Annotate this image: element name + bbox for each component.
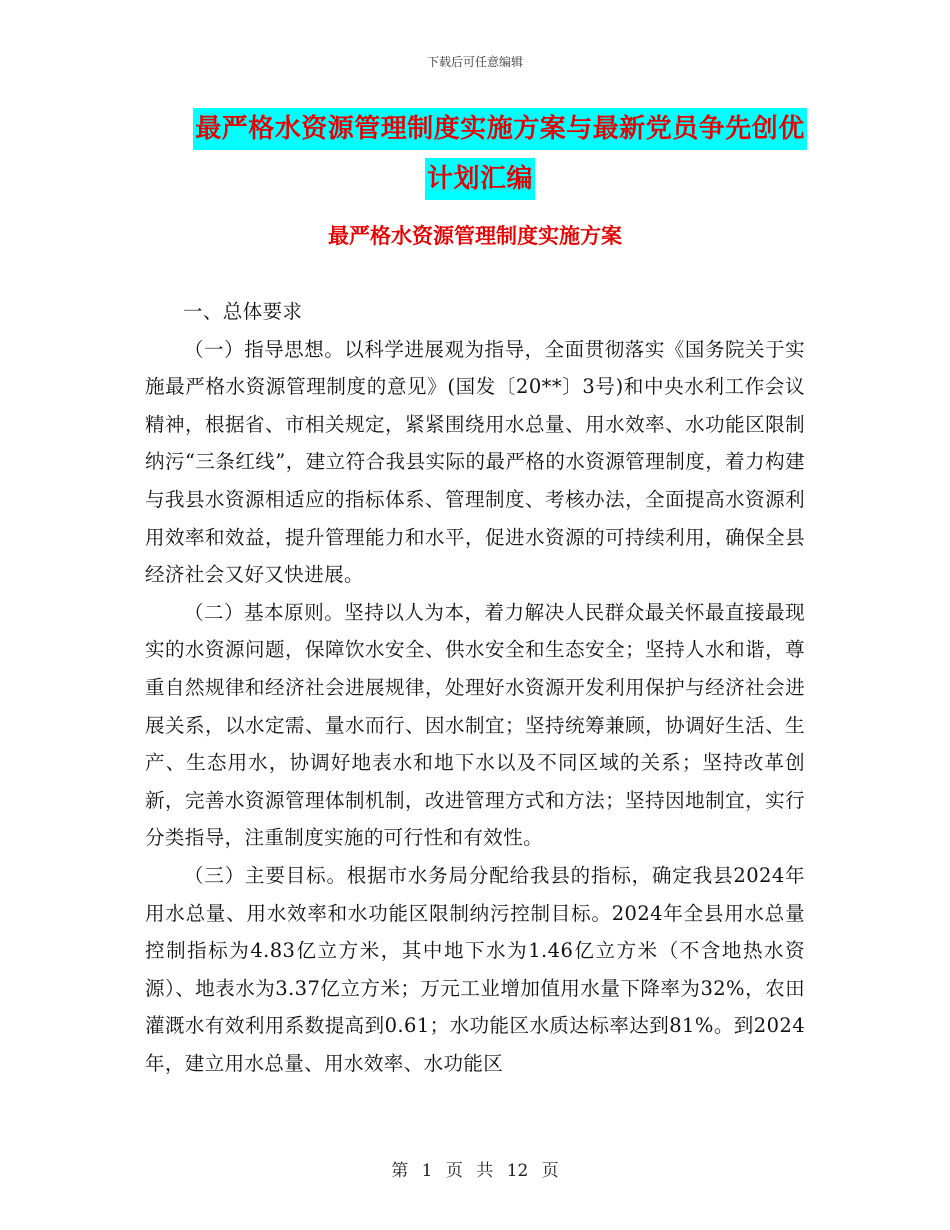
footer-page-total: 12: [506, 1161, 529, 1181]
footer-page-unit: 页: [445, 1161, 463, 1181]
paragraph-guiding-ideology: （一）指导思想。以科学进展观为指导，全面贯彻落实《国务院关于实施最严格水资源管理制度的意见》(国发〔20**〕3号)和中央水利工作会议精神，根据省、市相关规定，紧紧围绕用水总量、用水效率、水功能区限制纳污“三条红线”，建立符合我县实际的最严格的水资源管理制度，着力构建与我县水资源相适应的指标体系、管理制度、考核办法，全面提高水资源利用效率和效益，提升管理能力和水平，促进水资源的可持续利用，确保全县经济社会又好又快进展。: [145, 337, 805, 587]
page-footer: [0, 1156, 950, 1181]
footer-total-label: 共: [476, 1161, 494, 1181]
section-title: 最严格水资源管理制度实施方案: [328, 224, 622, 248]
footer-total-unit: 页: [541, 1161, 559, 1181]
document-title: [140, 108, 820, 200]
footer-page-current: 1: [421, 1161, 433, 1181]
header-note: 下载后可任意编辑: [426, 55, 523, 69]
title-line-1: 最严格水资源管理制度实施方案与最新党员争先创优: [193, 108, 807, 150]
title-line-2: 计划汇编: [425, 158, 535, 200]
footer-page-label: 第: [391, 1161, 409, 1181]
paragraph-basic-principles: （二）基本原则。坚持以人为本，着力解决人民群众最关怀最直接最现实的水资源问题，保障饮水安全、供水安全和生态安全；坚持人水和谐，尊重自然规律和经济社会进展规律，处理好水资源开发利用保护与经济社会进展关系，以水定需、量水而行、因水制宜；坚持统筹兼顾，协调好生活、生产、生态用水，协调好地表水和地下水以及不同区域的关系；坚持改革创新，完善水资源管理体制机制，改进管理方式和方法；坚持因地制宜，实行分类指导，注重制度实施的可行性和有效性。: [145, 600, 805, 850]
paragraph-main-goals: （三）主要目标。根据市水务局分配给我县的指标，确定我县2024年用水总量、用水效率和水功能区限制纳污控制目标。2024年全县用水总量控制指标为4.83亿立方米，其中地下水为1.46亿立方米（不含地热水资源）、地表水为3.37亿立方米；万元工业增加值用水量下降率为32%，农田灌溉水有效利用系数提高到0.61；水功能区水质达标率达到81%。到2024年，建立用水总量、用水效率、水功能区: [145, 863, 805, 1075]
section-heading: 一、总体要求: [183, 300, 303, 323]
body-text: [145, 293, 805, 1082]
